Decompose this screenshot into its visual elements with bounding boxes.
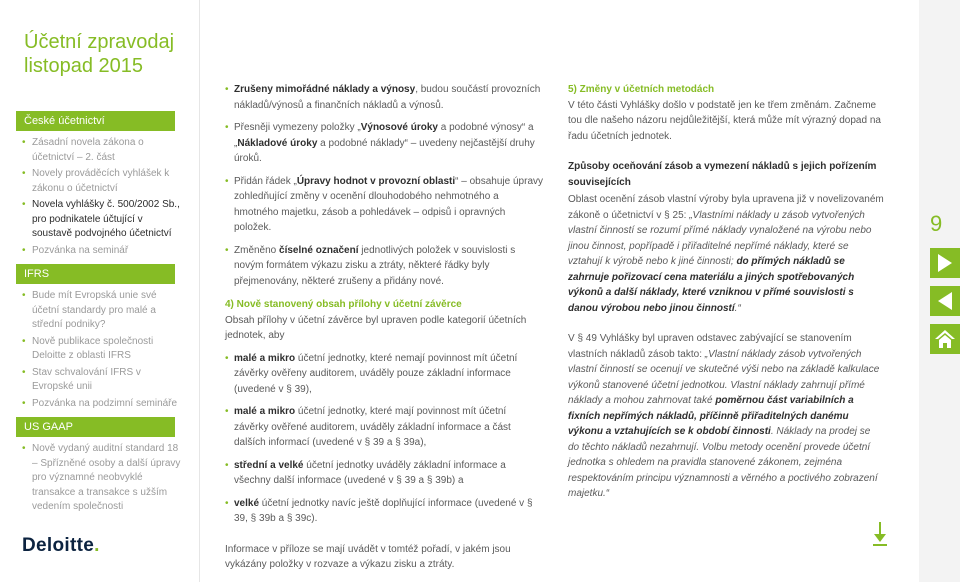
section-heading-usgaap[interactable]: US GAAP bbox=[16, 417, 175, 437]
section-heading-czech[interactable]: České účetnictví bbox=[16, 111, 175, 131]
section-heading-4: 4) Nově stanovený obsah přílohy v účetní závěrce bbox=[225, 299, 462, 310]
list-item: • střední a velké účetní jednotky uváděly základní informace a všechny další informace (uvedené v § 39 a § 39b) a bbox=[225, 458, 543, 489]
closing-paragraph: Informace v příloze se mají uvádět v tomtéž pořadí, v jakém jsou vykázány položky v rozvaze a výkazu zisku a ztráty. bbox=[225, 543, 511, 570]
sidebar-item-novela-500[interactable]: • Novela vyhlášky č. 500/2002 Sb., pro podnikatele účtující v soustavě podvojného účetnictví bbox=[22, 198, 182, 242]
changes-list bbox=[225, 82, 543, 289]
sidebar-item-novely-vyhlasek[interactable]: • Novely prováděcích vyhlášek k zákonu o účetnictví bbox=[22, 167, 182, 196]
sidebar-item-eu-standardy[interactable]: • Bude mít Evropská unie své účetní standardy pro malé a střední podniky? bbox=[22, 289, 182, 333]
home-icon bbox=[934, 329, 956, 349]
home-button[interactable] bbox=[930, 324, 960, 354]
section-heading-5: 5) Změny v účetních metodách bbox=[568, 84, 715, 95]
section-list-usgaap bbox=[22, 442, 182, 517]
sidebar-item-stav-schvalovani[interactable]: • Stav schvalování IFRS v Evropské unii bbox=[22, 366, 182, 395]
logo-text: Deloitte bbox=[22, 535, 95, 556]
scroll-down-button[interactable] bbox=[873, 522, 887, 546]
section-list-ifrs bbox=[22, 289, 182, 413]
deloitte-logo[interactable] bbox=[22, 535, 100, 557]
next-page-button[interactable] bbox=[930, 248, 960, 278]
section-5-intro: V této části Vyhlášky došlo v podstatě jen ke třem změnám. Začneme tou dle našeho názoru nejdůležitější, která může mít výrazný dopad na řadu účetních jednotek. bbox=[568, 99, 881, 142]
page-number: 9 bbox=[930, 211, 943, 236]
content-column-right bbox=[568, 82, 884, 509]
section-4-intro: Obsah přílohy v účetní závěrce byl upraven podle kategorií účetních jednotek, aby bbox=[225, 314, 527, 341]
list-item: • velké účetní jednotky navíc ještě doplňující informace (uvedené v § 39, § 39b a § 39c). bbox=[225, 496, 543, 527]
arrow-down-icon bbox=[873, 522, 887, 546]
content-column-middle bbox=[225, 82, 543, 580]
list-item: • Změněno číselné označení jednotlivých položek v souvislosti s novým formátem výkazu zisku a ztráty, některé řádky byly přejmenovány, některé zrušeny a přidány nové. bbox=[225, 243, 543, 290]
list-item: • Přesněji vymezeny položky „Výnosové úroky a podobné výnosy“ a „Nákladové úroky a podobné náklady“ – uvedeny nejčastější druhy úroků. bbox=[225, 120, 543, 167]
logo-dot: . bbox=[94, 535, 100, 556]
title-line-1: Účetní zpravodaj bbox=[24, 31, 175, 53]
subheading-zasoby: Způsoby oceňování zásob a vymezení nákladů s jejich pořízením souvisejících bbox=[568, 161, 877, 188]
list-item: • Zrušeny mimořádné náklady a výnosy, budou součástí provozních nákladů/výnosů a finančních nákladů a výnosů. bbox=[225, 82, 543, 113]
play-left-icon bbox=[937, 292, 953, 310]
list-item: • malé a mikro účetní jednotky, které mají povinnost mít účetní závěrky ověřené auditorem, uváděly základní informace a část dalších informací (uvedené v § 39 a § 39a), bbox=[225, 404, 543, 451]
document-title bbox=[24, 30, 174, 78]
list-item: • Přidán řádek „Úpravy hodnot v provozní oblasti“ – obsahuje úpravy zohledňující změny v ocenění dlouhodobého nehmotného a hmotného majetku, zásob a pohledávek – odpisů i opravných položek. bbox=[225, 174, 543, 236]
section-heading-ifrs[interactable]: IFRS bbox=[16, 264, 175, 284]
previous-page-button[interactable] bbox=[930, 286, 960, 316]
sidebar-item-novela-zakona[interactable]: • Zásadní novela zákona o účetnictví – 2. část bbox=[22, 136, 182, 165]
paragraph-vyhlaska: V § 49 Vyhlášky byl upraven odstavec zabývající se stanovením vlastních nákladů zásob takto: „Vlastní náklady zásob vytvořených vlastní činností se ocenují ve skutečné výši nebo na základě kalkulace výkonů stanovené účetní jednotkou. Vlastní náklady zahrnují přímé náklady a mohou zahrnovat také poměrnou část variabilních a fixních nepřímých nákladů, příčinně přiřaditelných danému výkonu a vztahujících se k období činnosti. Náklady na prodej se do těchto nákladů nezahrnují. Volbu metody ocenění provede účetní jednotka s ohledem na pravidla stanovené zákonem, zejména respektováním principu významnosti a věrného a poctivého zobrazení majetku.“ bbox=[568, 333, 880, 499]
paragraph-zakon: Oblast ocenění zásob vlastní výroby byla upravena již v novelizovaném zákoně o účetnictví v § 25: „Vlastními náklady u zásob vytvořených vlastní činností se rozumí přímé náklady vynaložené na výrobu nebo jinou činnost, popřípadě i přiřaditelné nepřímé náklady, které se vztahují k výrobě nebo k jiné činnosti; do přímých nákladů se zahrnuje pořizovací cena materiálu a jiných spotřebovaných výkonů a další náklady, které vzniknou v přímé souvislosti s danou výrobou nebo jinou činností.“ bbox=[568, 194, 884, 314]
attachment-list bbox=[225, 351, 543, 527]
section-list-czech bbox=[22, 136, 182, 260]
play-right-icon bbox=[937, 254, 953, 272]
sidebar-item-podzimni-seminare[interactable]: • Pozvánka na podzimní semináře bbox=[22, 397, 182, 412]
sidebar-item-auditni-standard[interactable]: • Nově vydaný auditní standard 18 – Spřízněné osoby a další úpravy pro významné neobvyklé transakce a transakce s užším vedením společnosti bbox=[22, 442, 182, 515]
list-item: • malé a mikro účetní jednotky, které nemají povinnost mít účetní závěrky ověřeny auditorem, uváděly pouze základní informace (uvedené v § 39), bbox=[225, 351, 543, 398]
sidebar bbox=[0, 0, 200, 582]
title-line-2: listopad 2015 bbox=[24, 55, 143, 77]
sidebar-item-publikace-deloitte[interactable]: • Nově publikace společnosti Deloitte z oblasti IFRS bbox=[22, 335, 182, 364]
sidebar-item-pozvanka-seminar[interactable]: • Pozvánka na seminář bbox=[22, 244, 182, 259]
